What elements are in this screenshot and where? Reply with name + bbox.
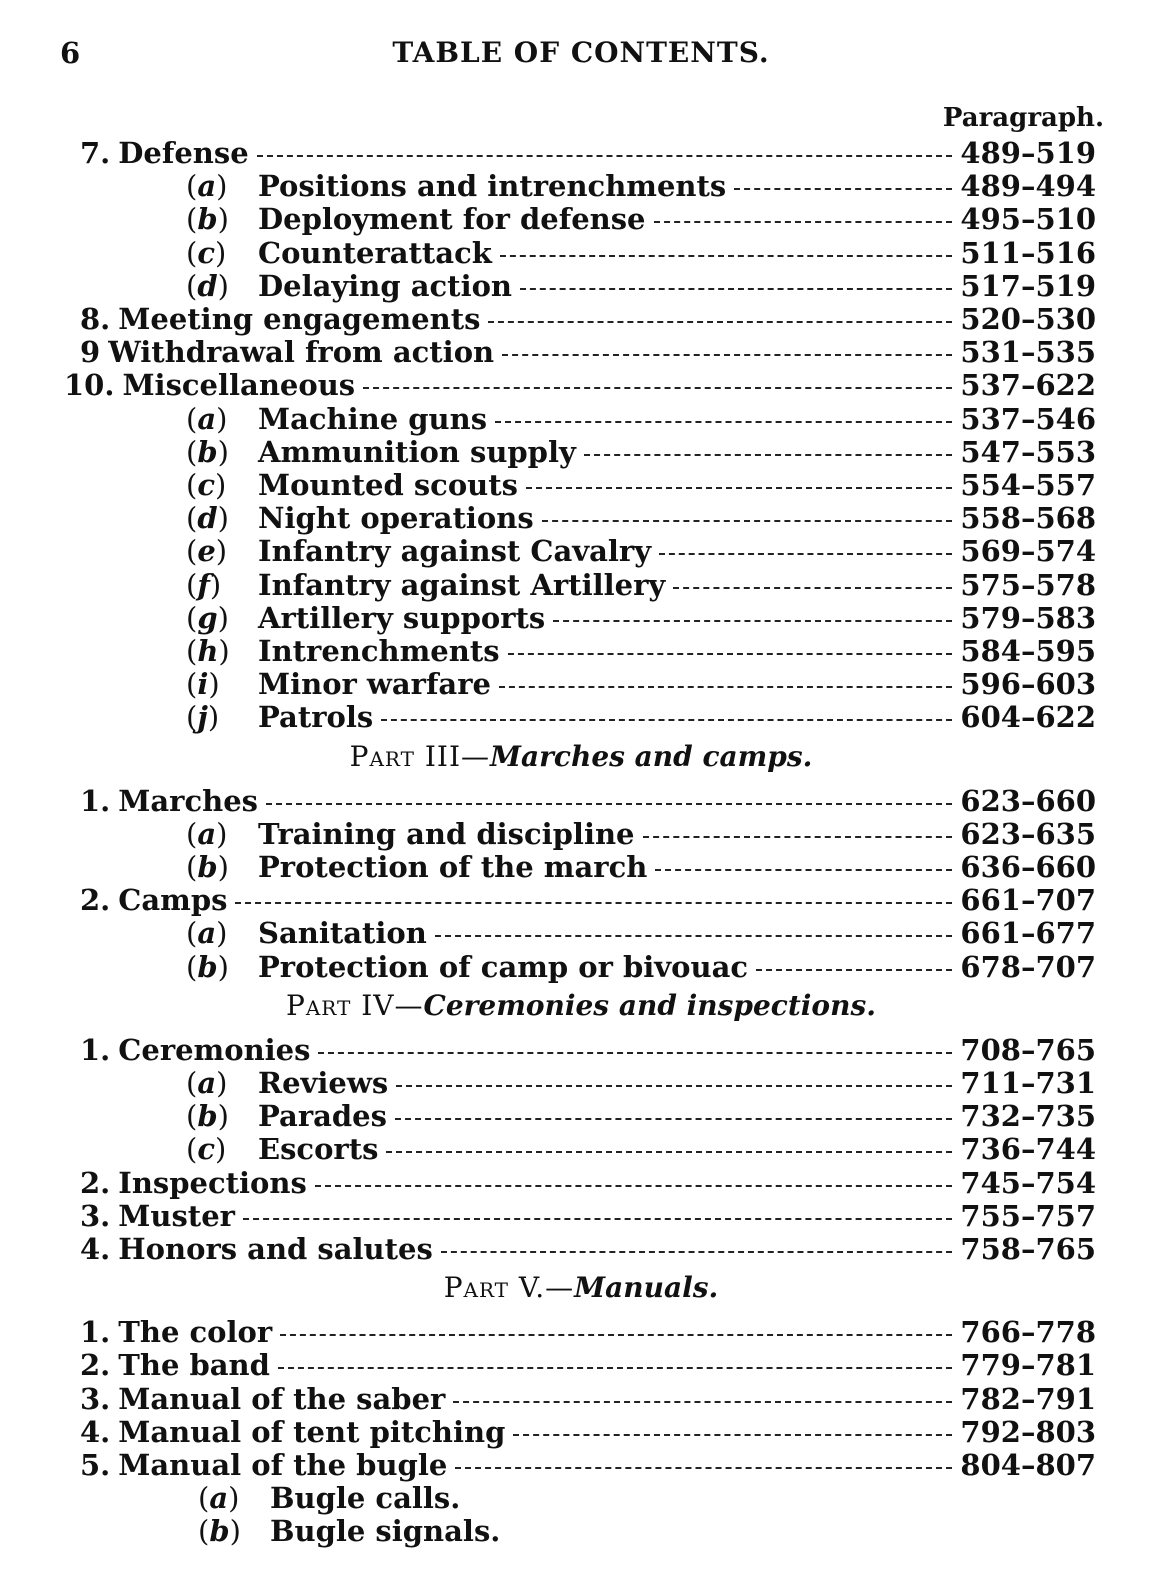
entry-number: (c)	[186, 1132, 227, 1167]
toc-entry	[80, 302, 1096, 335]
toc-entry	[80, 136, 1096, 169]
entry-paragraphs: 575–578	[960, 567, 1096, 602]
toc-subentry	[186, 601, 1096, 634]
toc-entry	[80, 1199, 1096, 1232]
entry-paragraphs: 711–731	[960, 1066, 1096, 1100]
toc-subentry	[186, 236, 1096, 269]
entry-number: 1.	[80, 783, 111, 818]
toc-subentry	[186, 1132, 1096, 1165]
leader-dots	[508, 653, 953, 655]
part-subtitle: Ceremonies and inspections.	[423, 988, 876, 1022]
entry-paragraphs: 537–546	[960, 401, 1096, 436]
leader-dots	[396, 1085, 952, 1087]
entry-label: Artillery supports	[258, 600, 546, 635]
entry-label: Infantry against Cavalry	[258, 534, 652, 569]
entry-number: (i)	[186, 667, 220, 702]
leader-dots	[655, 869, 952, 871]
page-number: 6	[60, 36, 81, 70]
entry-number: 2.	[80, 1165, 111, 1200]
toc-entry	[80, 1033, 1096, 1066]
leader-dots	[280, 1334, 952, 1336]
leader-dots	[381, 719, 952, 721]
entry-number: (a)	[186, 169, 228, 204]
entry-number: 5.	[80, 1448, 111, 1482]
entry-number: 4.	[80, 1414, 111, 1449]
entry-label: Escorts	[258, 1132, 379, 1167]
entry-label: Ammunition supply	[258, 434, 576, 469]
entry-label: Positions and intrenchments	[258, 169, 727, 204]
part-subtitle: Manuals.	[574, 1271, 719, 1305]
entry-number: (a)	[198, 1481, 240, 1516]
entry-paragraphs: 678–707	[960, 949, 1096, 984]
entry-paragraphs: 531–535	[960, 335, 1096, 370]
entry-label: Ceremonies	[118, 1032, 311, 1067]
entry-number: (g)	[186, 600, 229, 635]
leader-dots	[643, 836, 953, 838]
entry-number: 4.	[80, 1232, 111, 1266]
entry-label: Machine guns	[258, 401, 488, 436]
entry-number: 1.	[80, 1315, 111, 1350]
toc-entry	[80, 1166, 1096, 1199]
toc-subentry	[186, 1066, 1096, 1099]
entry-number: (a)	[186, 816, 228, 851]
part-label: Part IV—	[286, 988, 424, 1022]
toc-entry	[80, 1382, 1096, 1415]
entry-paragraphs: 745–754	[960, 1165, 1096, 1200]
toc-subentry	[186, 850, 1096, 883]
part-label: Part III—	[349, 739, 491, 773]
entry-number: 3.	[80, 1381, 111, 1416]
entry-paragraphs: 579–583	[960, 600, 1096, 635]
part-heading	[0, 989, 1162, 1022]
leader-dots	[395, 1118, 952, 1120]
part-heading	[0, 1271, 1162, 1304]
entry-number: (f)	[186, 567, 222, 602]
leader-dots	[500, 255, 953, 257]
entry-label: Deployment for defense	[258, 202, 646, 237]
entry-paragraphs: 596–603	[960, 667, 1096, 702]
toc-subentry	[186, 950, 1096, 983]
entry-label: Protection of camp or bivouac	[258, 949, 749, 984]
entry-number: 2.	[80, 1348, 111, 1383]
entry-paragraphs: 736–744	[960, 1132, 1096, 1167]
entry-label: The color	[118, 1315, 273, 1350]
entry-paragraphs: 537–622	[960, 368, 1096, 403]
entry-paragraphs: 636–660	[960, 850, 1096, 884]
toc-entry	[80, 1448, 1096, 1481]
entry-label: Infantry against Artillery	[258, 567, 666, 602]
toc-subentry	[186, 568, 1096, 601]
entry-label: Honors and salutes	[118, 1232, 433, 1266]
entry-number: 2.	[80, 883, 111, 918]
entry-number: (d)	[186, 268, 229, 303]
entry-number: (b)	[186, 1099, 229, 1134]
entry-number: (e)	[186, 534, 228, 569]
entry-number: (h)	[186, 634, 230, 668]
toc-subentry	[186, 269, 1096, 302]
toc-subentry	[186, 402, 1096, 435]
entry-label: Intrenchments	[258, 634, 500, 668]
entry-label: Manual of the bugle	[118, 1448, 448, 1482]
toc-entry	[80, 1315, 1096, 1348]
entry-paragraphs: 623–660	[960, 783, 1096, 818]
entry-number: 10.	[64, 368, 115, 403]
entry-label: Night operations	[258, 501, 534, 536]
entry-paragraphs: 758–765	[960, 1232, 1096, 1266]
toc-subentry	[186, 534, 1096, 567]
toc-entry	[80, 1348, 1096, 1381]
entry-label: Patrols	[258, 700, 374, 735]
entry-label: Sanitation	[258, 916, 427, 951]
leader-dots	[266, 803, 952, 805]
entry-paragraphs: 604–622	[960, 700, 1096, 735]
entry-label: Delaying action	[258, 268, 513, 303]
entry-label: Parades	[258, 1099, 387, 1134]
leader-dots	[315, 1185, 953, 1187]
entry-paragraphs: 766–778	[960, 1315, 1096, 1350]
toc-subentry	[186, 169, 1096, 202]
column-header: Paragraph.	[942, 103, 1104, 133]
entry-number: 9	[80, 335, 101, 370]
leader-dots	[659, 553, 952, 555]
entry-number: (c)	[186, 235, 227, 270]
entry-number: (a)	[186, 401, 228, 436]
entry-label: Withdrawal from action	[108, 335, 495, 370]
page-title: TABLE OF CONTENTS.	[392, 36, 770, 69]
leader-dots	[584, 454, 953, 456]
toc-entry	[80, 883, 1096, 916]
leader-dots	[455, 1467, 952, 1469]
entry-label: Training and discipline	[258, 816, 635, 851]
entry-label: Protection of the march	[258, 850, 648, 884]
part-subtitle: Marches and camps.	[490, 739, 813, 773]
leader-dots	[363, 387, 952, 389]
leader-dots	[734, 188, 952, 190]
leader-dots	[756, 969, 952, 971]
entry-paragraphs: 547–553	[960, 434, 1096, 469]
entry-label: Manual of tent pitching	[118, 1414, 506, 1449]
entry-number: 1.	[80, 1032, 111, 1067]
leader-dots	[553, 620, 952, 622]
entry-label: Bugle calls.	[270, 1481, 461, 1516]
leader-dots	[654, 221, 953, 223]
leader-dots	[386, 1151, 952, 1153]
toc-subentry	[186, 700, 1096, 733]
toc-entry	[80, 1232, 1096, 1265]
leader-dots	[453, 1401, 952, 1403]
leader-dots	[257, 155, 953, 157]
entry-paragraphs: 584–595	[960, 634, 1096, 668]
entry-paragraphs: 792–803	[960, 1414, 1096, 1449]
entry-number: (b)	[198, 1514, 241, 1549]
entry-paragraphs: 558–568	[960, 501, 1096, 536]
entry-paragraphs: 804–807	[960, 1448, 1096, 1482]
entry-label: Meeting engagements	[118, 302, 481, 336]
entry-label: The band	[118, 1348, 270, 1383]
entry-paragraphs: 732–735	[960, 1099, 1096, 1134]
toc-entry	[80, 335, 1096, 368]
entry-paragraphs: 554–557	[960, 468, 1096, 502]
entry-label: Mounted scouts	[258, 468, 518, 502]
leader-dots	[441, 1251, 953, 1253]
part-label: Part V.—	[443, 1271, 575, 1305]
toc-subentry	[186, 435, 1096, 468]
entry-label: Defense	[118, 136, 249, 170]
entry-label: Camps	[118, 883, 228, 918]
entry-paragraphs: 782–791	[960, 1381, 1096, 1416]
entry-paragraphs: 520–530	[960, 302, 1096, 336]
entry-label: Manual of the saber	[118, 1381, 446, 1416]
entry-number: (j)	[186, 700, 220, 735]
entry-paragraphs: 569–574	[960, 534, 1096, 569]
entry-paragraphs: 495–510	[960, 202, 1096, 237]
toc-subentry	[186, 468, 1096, 501]
entry-number: (a)	[186, 1066, 228, 1100]
entry-number: (b)	[186, 434, 229, 469]
leader-dots	[499, 686, 952, 688]
leader-dots	[278, 1367, 952, 1369]
entry-paragraphs: 511–516	[960, 235, 1096, 270]
toc-subentry	[186, 667, 1096, 700]
entry-label: Minor warfare	[258, 667, 491, 702]
entry-number: (a)	[186, 916, 228, 951]
leader-dots	[542, 520, 953, 522]
leader-dots	[488, 321, 952, 323]
entry-number: (b)	[186, 850, 229, 884]
leader-dots	[235, 902, 952, 904]
entry-paragraphs: 623–635	[960, 816, 1096, 851]
entry-label: Muster	[118, 1198, 235, 1233]
toc-subentry	[186, 916, 1096, 949]
leader-dots	[243, 1218, 953, 1220]
leader-dots	[513, 1434, 952, 1436]
entry-paragraphs: 708–765	[960, 1032, 1096, 1067]
toc-subentry	[186, 202, 1096, 235]
toc-entry	[80, 1415, 1096, 1448]
toc-subentry	[186, 1099, 1096, 1132]
entry-label: Miscellaneous	[122, 368, 356, 403]
entry-paragraphs: 489–519	[960, 136, 1096, 170]
entry-label: Reviews	[258, 1066, 389, 1100]
leader-dots	[318, 1052, 952, 1054]
leader-dots	[526, 487, 952, 489]
entry-label: Counterattack	[258, 235, 492, 270]
toc-entry	[80, 784, 1096, 817]
leader-dots	[673, 587, 952, 589]
entry-paragraphs: 779–781	[960, 1348, 1096, 1383]
entry-label: Bugle signals.	[270, 1514, 501, 1549]
leader-dots	[495, 421, 952, 423]
leader-dots	[435, 935, 953, 937]
toc-entry	[64, 368, 1096, 401]
entry-paragraphs: 755–757	[960, 1198, 1096, 1233]
entry-paragraphs: 661–707	[960, 883, 1096, 918]
entry-number: (b)	[186, 202, 229, 237]
leader-dots	[502, 354, 952, 356]
entry-number: (b)	[186, 949, 229, 984]
toc-subentry	[198, 1481, 1096, 1514]
leader-dots	[520, 288, 952, 290]
entry-paragraphs: 489–494	[960, 169, 1096, 204]
entry-label: Marches	[118, 783, 258, 818]
toc-subentry	[186, 634, 1096, 667]
entry-number: 7.	[80, 136, 111, 170]
toc-subentry	[186, 501, 1096, 534]
part-heading	[0, 740, 1162, 773]
entry-number: (d)	[186, 501, 229, 536]
toc-subentry	[198, 1514, 1096, 1547]
entry-paragraphs: 517–519	[960, 268, 1096, 303]
entry-number: (c)	[186, 468, 227, 502]
toc-subentry	[186, 817, 1096, 850]
entry-number: 3.	[80, 1198, 111, 1233]
entry-number: 8.	[80, 302, 111, 336]
entry-label: Inspections	[118, 1165, 307, 1200]
entry-paragraphs: 661–677	[960, 916, 1096, 951]
